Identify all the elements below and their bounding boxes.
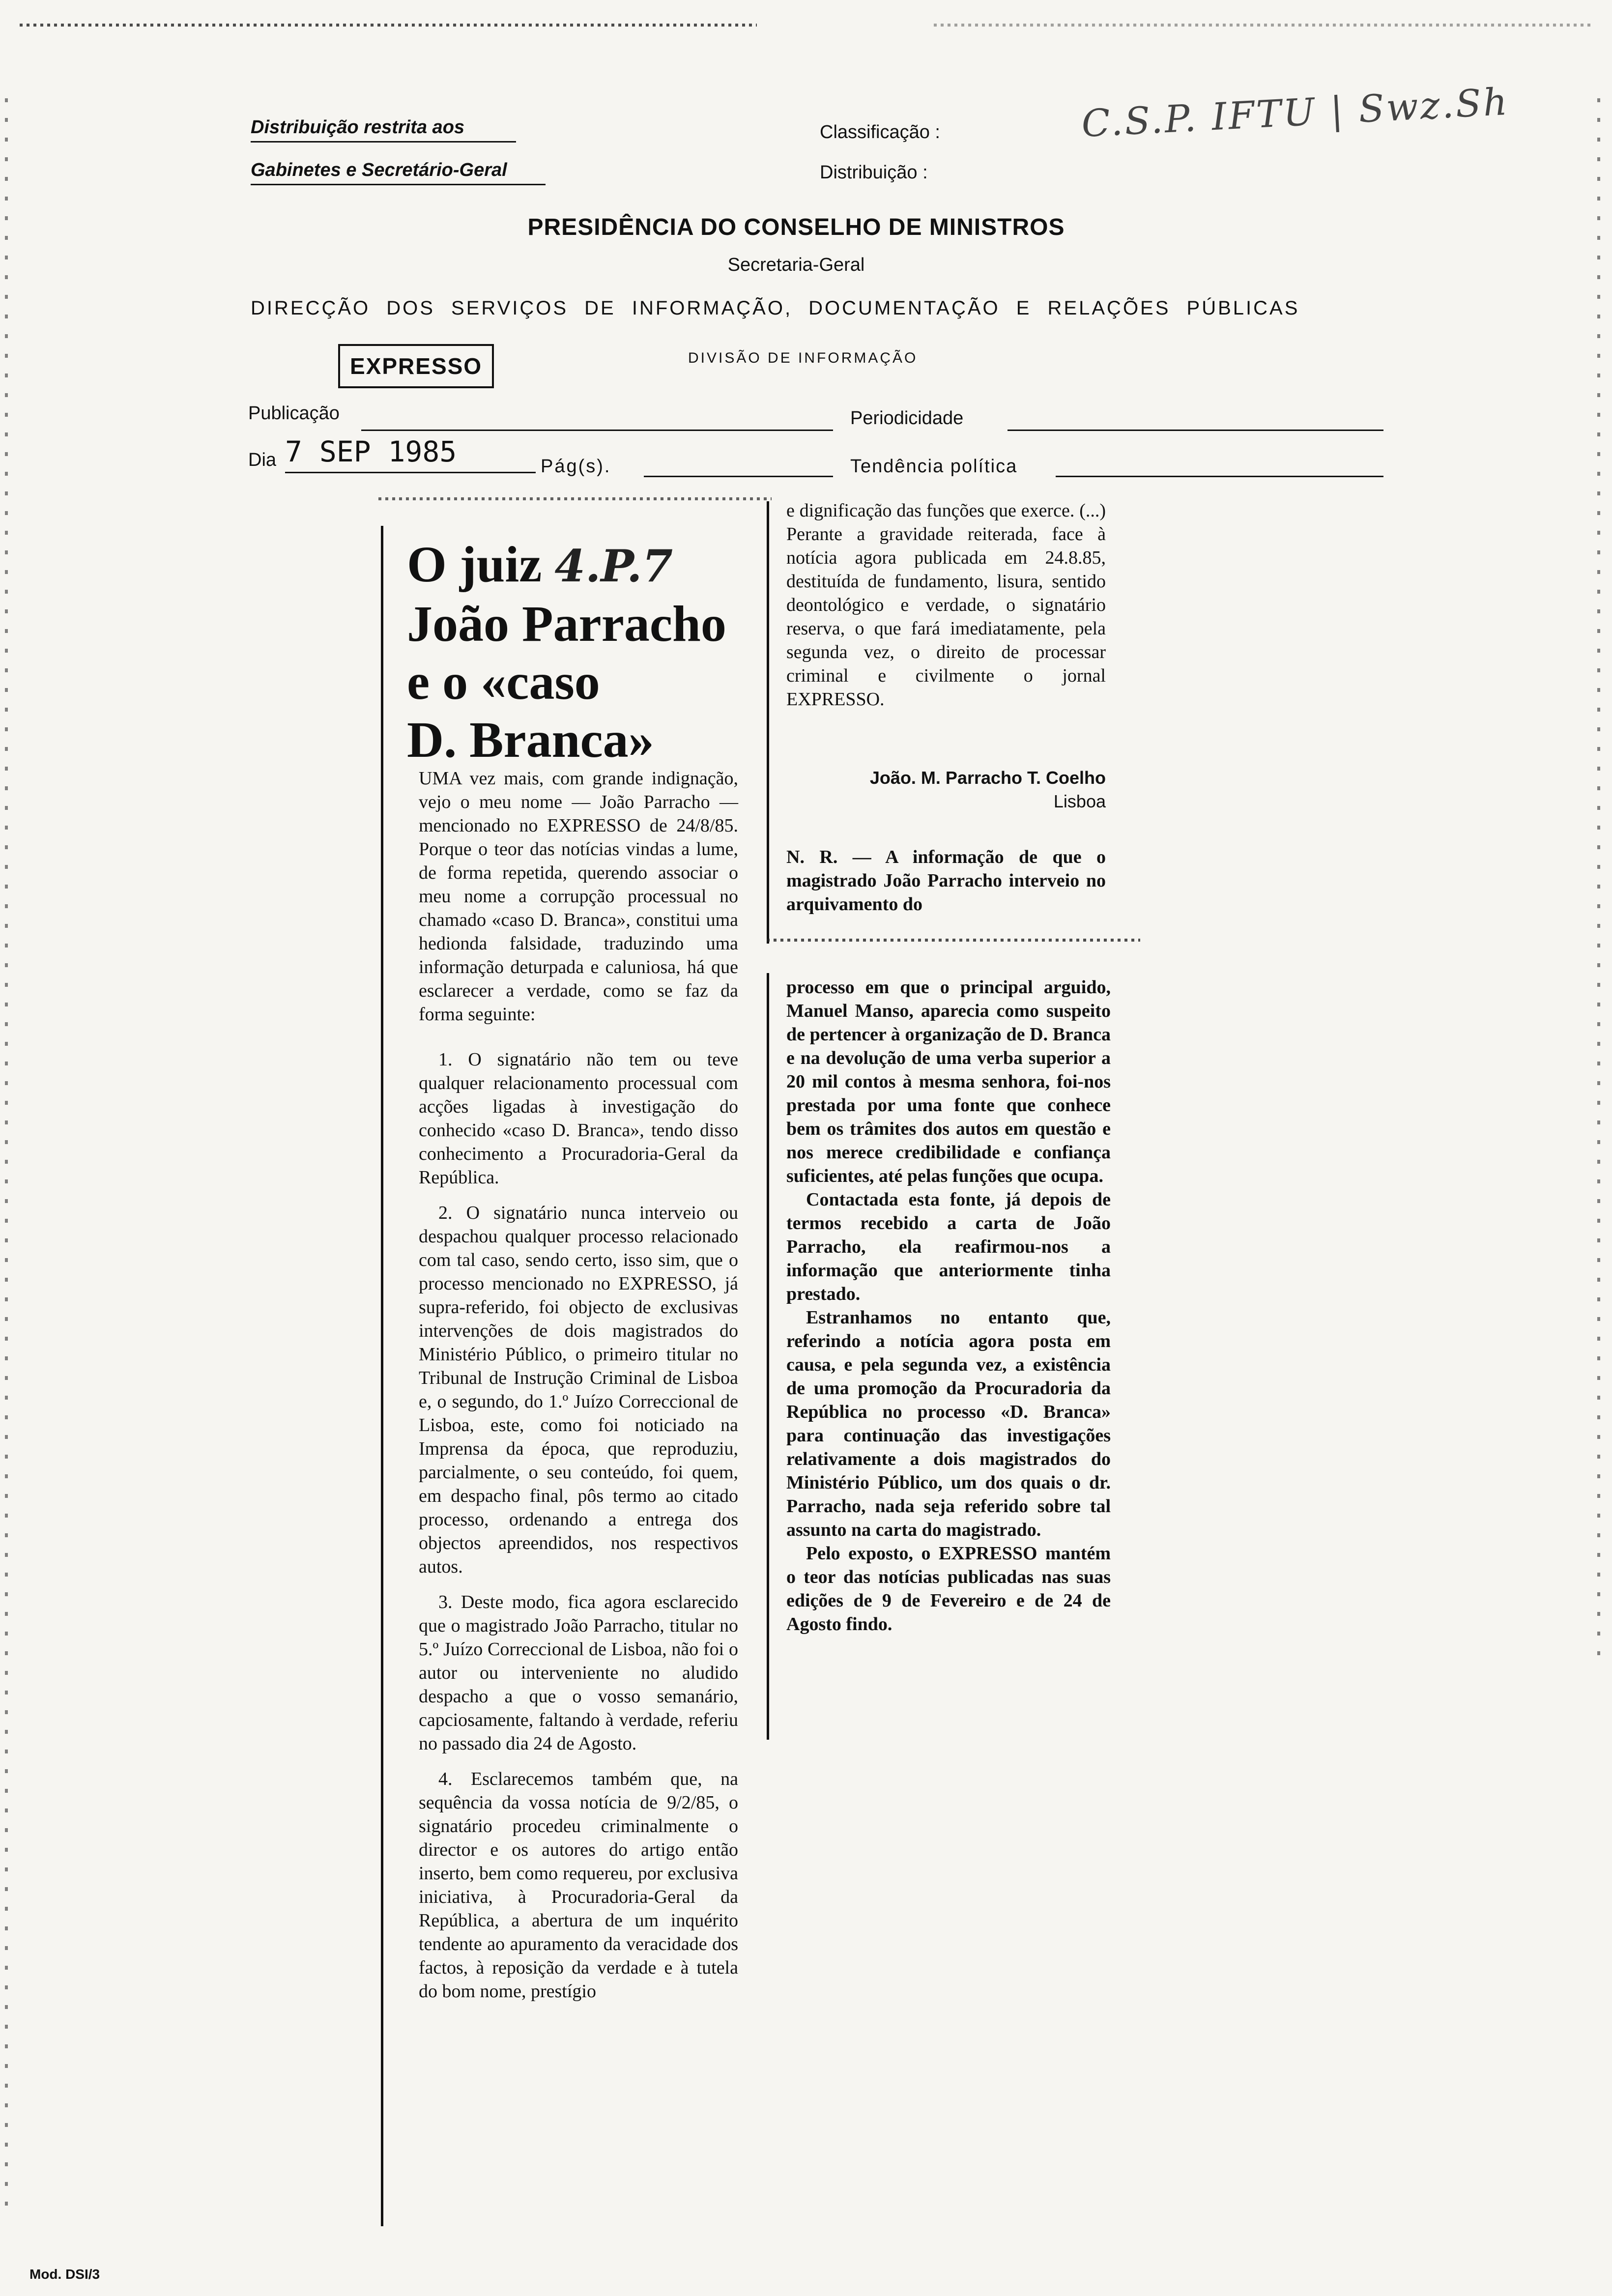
scan-noise-top bbox=[20, 24, 757, 27]
division-label: DIVISÃO DE INFORMAÇÃO bbox=[688, 350, 918, 366]
pags-label: Pág(s). bbox=[541, 456, 611, 477]
restriction-line-2: Gabinetes e Secretário-Geral bbox=[251, 160, 546, 185]
col2-paragraph: e dignificação das funções que exerce. (...) Perante a gravidade reiterada, face à notícia agora publicada em 24.8.85, destituída de fundamento, lisura, sentido deontológico e verdade, o signatário reserva, o que fará imediatamente, pela segunda vez, o direito de processar criminal e civilmente o jornal EXPRESSO. bbox=[786, 500, 1106, 710]
col3-paragraph-4: Pelo exposto, o EXPRESSO mantém o teor das notícias publicadas nas suas edições de 9 de Fevereiro e de 24 de Agosto findo. bbox=[786, 1543, 1111, 1635]
office-title: PRESIDÊNCIA DO CONSELHO DE MINISTROS bbox=[527, 214, 1065, 240]
tendencia-line bbox=[1056, 476, 1383, 477]
dia-line bbox=[285, 472, 536, 473]
clip-edge-top-left bbox=[378, 497, 772, 500]
directorate-title: DIRECÇÃO DOS SERVIÇOS DE INFORMAÇÃO, DOCUMENTAÇÃO E RELAÇÕES PÚBLICAS bbox=[251, 297, 1300, 319]
headline-line-1: O juiz bbox=[407, 536, 542, 593]
periodicidade-line bbox=[1008, 430, 1383, 431]
scan-edge-right bbox=[1597, 98, 1600, 1671]
scan-edge-left bbox=[5, 98, 8, 2211]
handwritten-annotation: C.S.P. IFTU | Swz.Sh bbox=[1080, 79, 1510, 146]
column-2 bbox=[786, 499, 1106, 711]
article-headline bbox=[407, 536, 766, 769]
column-1 bbox=[419, 767, 738, 2003]
headline-line-3: e o «caso bbox=[407, 654, 600, 710]
dia-label: Dia bbox=[248, 450, 277, 470]
clip-edge-middle bbox=[767, 939, 1140, 942]
col1-paragraph-5: 4. Esclarecemos também que, na sequência da vossa notícia de 9/2/85, o signatário procedeu criminalmente o director e os autores do artigo então inserto, bem como requereu, por exclusiva iniciativa, à Procuradoria-Geral da República, a abertura de um inquérito tendente ao apuramento da veracidade dos factos, à reposição da verdade e à tutela do bom nome, prestígio bbox=[419, 1769, 738, 2002]
col3-paragraph-3: Estranhamos no entanto que, referindo a notícia agora posta em causa, e pela segunda vez, a existência de uma promoção da Procuradoria da República no processo «D. Branca» para continuação das investigações relativamente a dois magistrados do Ministério Público, um dos quais o dr. Parracho, nada seja referido sobre tal assunto na carta do magistrado. bbox=[786, 1307, 1111, 1540]
column-3 bbox=[786, 976, 1111, 1636]
form-code: Mod. DSI/3 bbox=[29, 2267, 100, 2282]
scan-noise-top-right bbox=[934, 24, 1592, 27]
classificacao-label: Classificação : bbox=[820, 122, 940, 143]
date-stamp: 7 SEP 1985 bbox=[285, 435, 457, 468]
secretaria-subtitle: Secretaria-Geral bbox=[727, 255, 865, 275]
tendencia-label: Tendência política bbox=[850, 456, 1018, 477]
col1-paragraph-3: 2. O signatário nunca interveio ou despachou qualquer processo relacionado com tal caso, sendo certo, isso sim, que o processo mencionado no EXPRESSO, já supra-referido, foi objecto de exclusivas intervenções de dois magistrados do Ministério Público, o primeiro titular no Tribunal de Instrução Criminal de Lisboa e, o segundo, do 1.º Juízo Correccional de Lisboa, este, como foi noticiado na Imprensa da época, que reproduziu, parcialmente, o seu conteúdo, foi quem, em despacho final, pôs termo ao citado processo, ordenando a entrega dos objectos apreendidos, nos respectivos autos. bbox=[419, 1203, 738, 1577]
col3-paragraph-1: processo em que o principal arguido, Manuel Manso, aparecia como suspeito de pertencer à organização de D. Branca e na devolução de uma verba superior a 20 mil contos à mesma senhora, foi-nos prestada por uma fonte que conhece bem os trâmites dos autos em questão e nos merece credibilidade e confiança suficientes, até pelas funções que ocupa. bbox=[786, 977, 1111, 1186]
distribuicao-label: Distribuição : bbox=[820, 162, 928, 183]
col1-paragraph-4: 3. Deste modo, fica agora esclarecido que o magistrado João Parracho, titular no 5.º Juízo Correccional de Lisboa, não foi o autor ou interveniente no aludido despacho a que o vosso semanário, capciosamente, faltando à verdade, referiu no passado dia 24 de Agosto. bbox=[419, 1592, 738, 1754]
clip-border-right-lower bbox=[767, 973, 769, 1740]
newspaper-stamp: EXPRESSO bbox=[338, 344, 494, 388]
col3-paragraph-2: Contactada esta fonte, já depois de termos recebido a carta de João Parracho, ela reafirmou-nos a informação que anteriormente tinha prestado. bbox=[786, 1189, 1111, 1304]
headline-line-2: João Parracho bbox=[407, 596, 726, 652]
periodicidade-label: Periodicidade bbox=[850, 408, 964, 429]
letter-city: Lisboa bbox=[1053, 791, 1106, 811]
clip-border-left bbox=[381, 526, 383, 2226]
letter-signature: João. M. Parracho T. Coelho bbox=[869, 768, 1106, 788]
col1-paragraph-2: 1. O signatário não tem ou teve qualquer relacionamento processual com acções ligadas à investigação do conhecido «caso D. Branca», tendo disso conhecimento a Procuradoria-Geral da República. bbox=[419, 1049, 738, 1188]
nr-intro: N. R. — A informação de que o magistrado João Parracho interveio no arquivamento do bbox=[786, 847, 1106, 915]
handwritten-mark: 4.P.7 bbox=[554, 540, 673, 592]
pags-line bbox=[644, 476, 833, 477]
headline-line-4: D. Branca» bbox=[407, 712, 654, 768]
restriction-line-1: Distribuição restrita aos bbox=[251, 117, 516, 143]
col1-paragraph-1: UMA vez mais, com grande indignação, vejo o meu nome — João Parracho — mencionado no EXPRESSO de 24/8/85. Porque o teor das notícias vindas a lume, de forma repetida, querendo associar o meu nome a corrupção processual no chamado «caso D. Branca», constitui uma hedionda falsidade, traduzindo uma informação deturpada e caluniosa, há que esclarecer a verdade, como se faz da forma seguinte: bbox=[419, 768, 738, 1025]
publicacao-label: Publicação bbox=[248, 403, 340, 424]
publicacao-line bbox=[361, 430, 833, 431]
clip-border-right-upper bbox=[767, 501, 769, 944]
